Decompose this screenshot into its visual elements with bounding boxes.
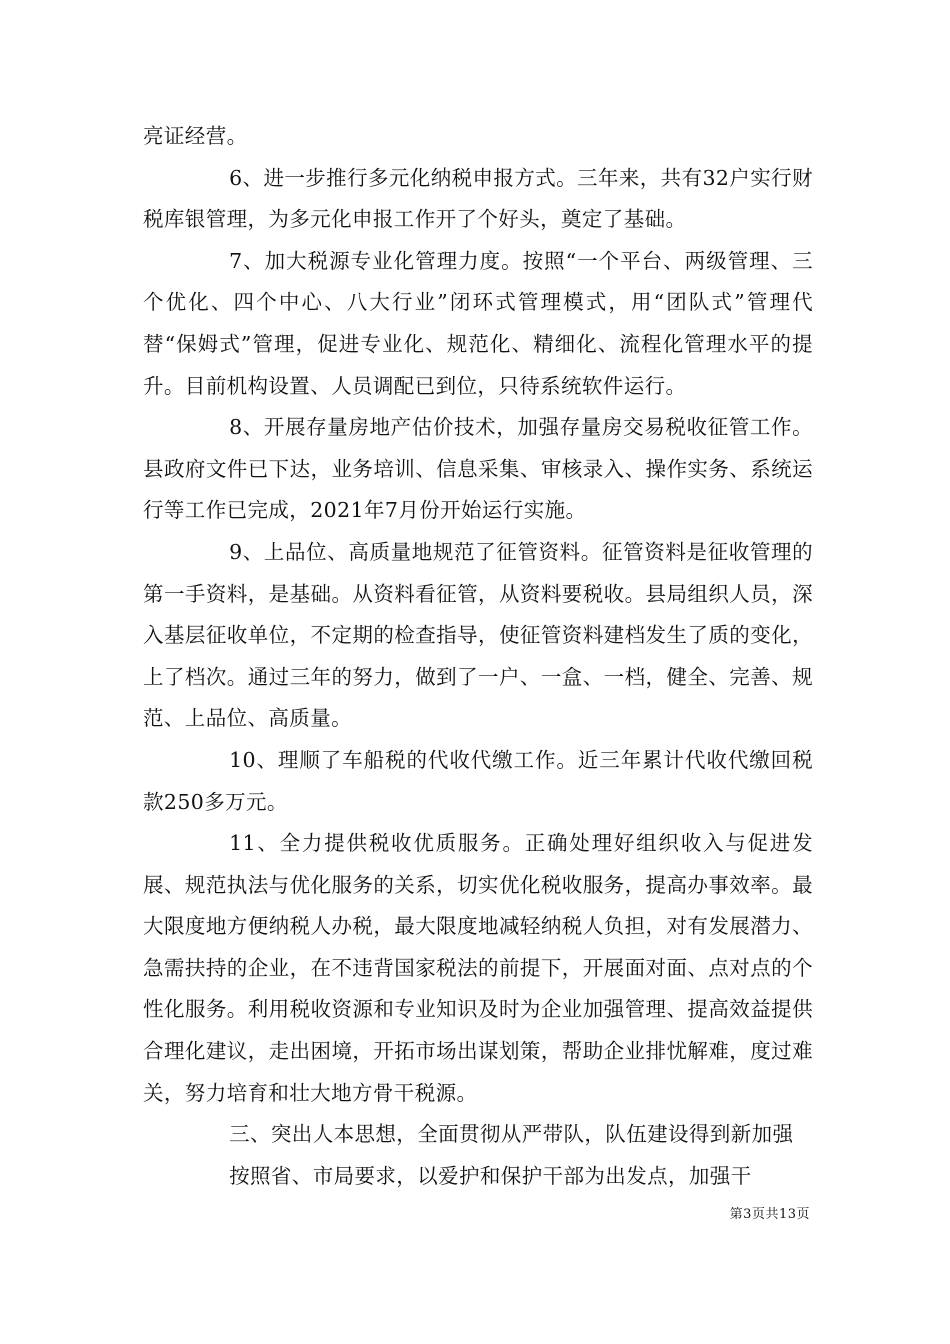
paragraph-1: 亮证经营。: [143, 124, 248, 148]
paragraph-9: 按照省、市局要求，以爱护和保护干部为出发点，加强干: [229, 1163, 752, 1188]
paragraph-4: 8、开展存量房地产估价技术，加强存量房交易税收征管工作。县政府文件已下达，业务培训、信息采集、审核录入、操作实务、系统运行等工作已完成，2021年7月份开始运行实施。: [143, 415, 813, 523]
paragraph-5: 9、上品位、高质量地规范了征管资料。征管资料是征收管理的第一手资料，是基础。从资料看征管，从资料要税收。县局组织人员，深入基层征收单位，不定期的检查指导，使征管资料建档发生了质的变化，上了档次。通过三年的努力，做到了一户、一盒、一档，健全、完善、规范、上品位、高质量。: [143, 539, 813, 731]
document-body: [143, 116, 813, 1197]
paragraph-6: 10、理顺了车船税的代收代缴工作。近三年累计代收代缴回税款250多万元。: [143, 747, 813, 814]
page-number-footer: 第3页共13页: [729, 1207, 810, 1222]
paragraph-3: 7、加大税源专业化管理力度。按照“一个平台、两级管理、三个优化、四个中心、八大行业”闭环式管理模式，用“团队式”管理代替“保姆式”管理，促进专业化、规范化、精细化、流程化管理水平的提升。目前机构设置、人员调配已到位，只待系统软件运行。: [143, 248, 813, 398]
paragraph-7: 11、全力提供税收优质服务。正确处理好组织收入与促进发展、规范执法与优化服务的关系，切实优化税收服务，提高办事效率。最大限度地方便纳税人办税，最大限度地减轻纳税人负担，对有发展潜力、急需扶持的企业，在不违背国家税法的前提下，开展面对面、点对点的个性化服务。利用税收资源和专业知识及时为企业加强管理、提高效益提供合理化建议，走出困境，开拓市场出谋划策，帮助企业排忧解难，度过难关，努力培育和壮大地方骨干税源。: [143, 831, 813, 1105]
section-heading: 三、突出人本思想，全面贯彻从严带队，队伍建设得到新加强: [229, 1122, 794, 1147]
paragraph-2: 6、进一步推行多元化纳税申报方式。三年来，共有32户实行财税库银管理，为多元化申报工作开了个好头，奠定了基础。: [143, 165, 813, 232]
